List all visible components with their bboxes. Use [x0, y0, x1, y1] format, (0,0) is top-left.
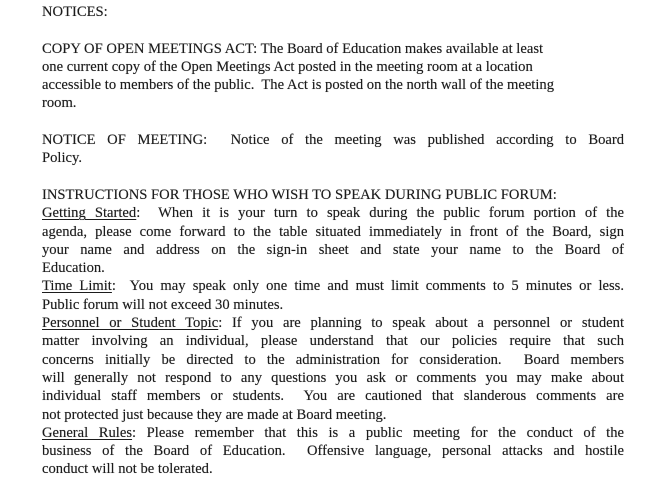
general-rules-paragraph-line: [42, 424, 624, 442]
personnel-or-student-topic-paragraph-line: not protected just because they are made at Board meeting.: [42, 406, 387, 423]
blank-line: [42, 113, 624, 131]
document-text: [42, 3, 624, 479]
getting-started-paragraph-line: Education.: [42, 260, 105, 277]
time-limit-paragraph-line: Public forum will not exceed 30 minutes.: [42, 296, 284, 313]
open-meetings-act-paragraph: [42, 40, 624, 113]
open-meetings-act-paragraph-line: room.: [42, 95, 77, 112]
time-limit-paragraph-text: : You may speak only one time and must limit comments to 5 minutes or less.: [111, 278, 624, 295]
general-rules-paragraph-text: : Please remember that this is a public meeting for the conduct of the: [132, 424, 624, 441]
notice-of-meeting-paragraph-line: Policy.: [42, 150, 82, 167]
notice-of-meeting-paragraph: [42, 131, 624, 168]
instructions-heading: [42, 186, 624, 204]
personnel-or-student-topic-paragraph-line: [42, 314, 624, 332]
general-rules-paragraph: [42, 424, 624, 479]
getting-started-paragraph-line: [42, 204, 624, 222]
blank-line: [42, 168, 624, 186]
personnel-or-student-topic-paragraph-line: concerns initially be directed to the administration for consideration. Board members: [42, 351, 624, 368]
getting-started-paragraph-lead: Getting Started: [42, 205, 137, 222]
notice-of-meeting-paragraph-line: NOTICE OF MEETING: Notice of the meeting was published according to Board: [42, 132, 624, 149]
open-meetings-act-paragraph-line: accessible to members of the public. The Act is posted on the north wall of the meeting: [42, 77, 555, 94]
open-meetings-act-paragraph-line: COPY OF OPEN MEETINGS ACT: The Board of Education makes available at least: [42, 40, 544, 57]
general-rules-paragraph-line: conduct will not be tolerated.: [42, 461, 213, 478]
time-limit-paragraph-lead: Time Limit: [42, 278, 112, 295]
notices-heading: [42, 3, 624, 21]
getting-started-paragraph-line: your name and address on the sign-in sheet and state your name to the Board of: [42, 241, 624, 258]
getting-started-paragraph: [42, 204, 624, 277]
general-rules-paragraph-lead: General Rules: [42, 424, 133, 441]
blank-line: [42, 21, 624, 39]
notices-heading-line: NOTICES:: [42, 4, 108, 20]
general-rules-paragraph-line: business of the Board of Education. Offensive language, personal attacks and hostile: [42, 443, 624, 460]
personnel-or-student-topic-paragraph-lead: Personnel or Student Topic: [42, 315, 219, 332]
getting-started-paragraph-line: agenda, please come forward to the table situated immediately in front of the Board, sign: [42, 223, 624, 240]
personnel-or-student-topic-paragraph-line: will generally not respond to any questions you ask or comments you may make about: [42, 369, 624, 386]
open-meetings-act-paragraph-line: one current copy of the Open Meetings Act posted in the meeting room at a location: [42, 58, 533, 75]
personnel-or-student-topic-paragraph-line: individual staff members or students. You are cautioned that slanderous comments are: [42, 388, 624, 405]
instructions-heading-line: INSTRUCTIONS FOR THOSE WHO WISH TO SPEAK DURING PUBLIC FORUM:: [42, 186, 557, 203]
time-limit-paragraph: [42, 277, 624, 314]
personnel-or-student-topic-paragraph-line: matter involving an individual, please understand that our policies require that such: [42, 333, 624, 350]
personnel-or-student-topic-paragraph-text: : If you are planning to speak about a personnel or student: [218, 315, 625, 332]
getting-started-paragraph-text: : When it is your turn to speak during the public forum portion of the: [136, 205, 624, 222]
personnel-or-student-topic-paragraph: [42, 314, 624, 424]
time-limit-paragraph-line: [42, 277, 624, 295]
